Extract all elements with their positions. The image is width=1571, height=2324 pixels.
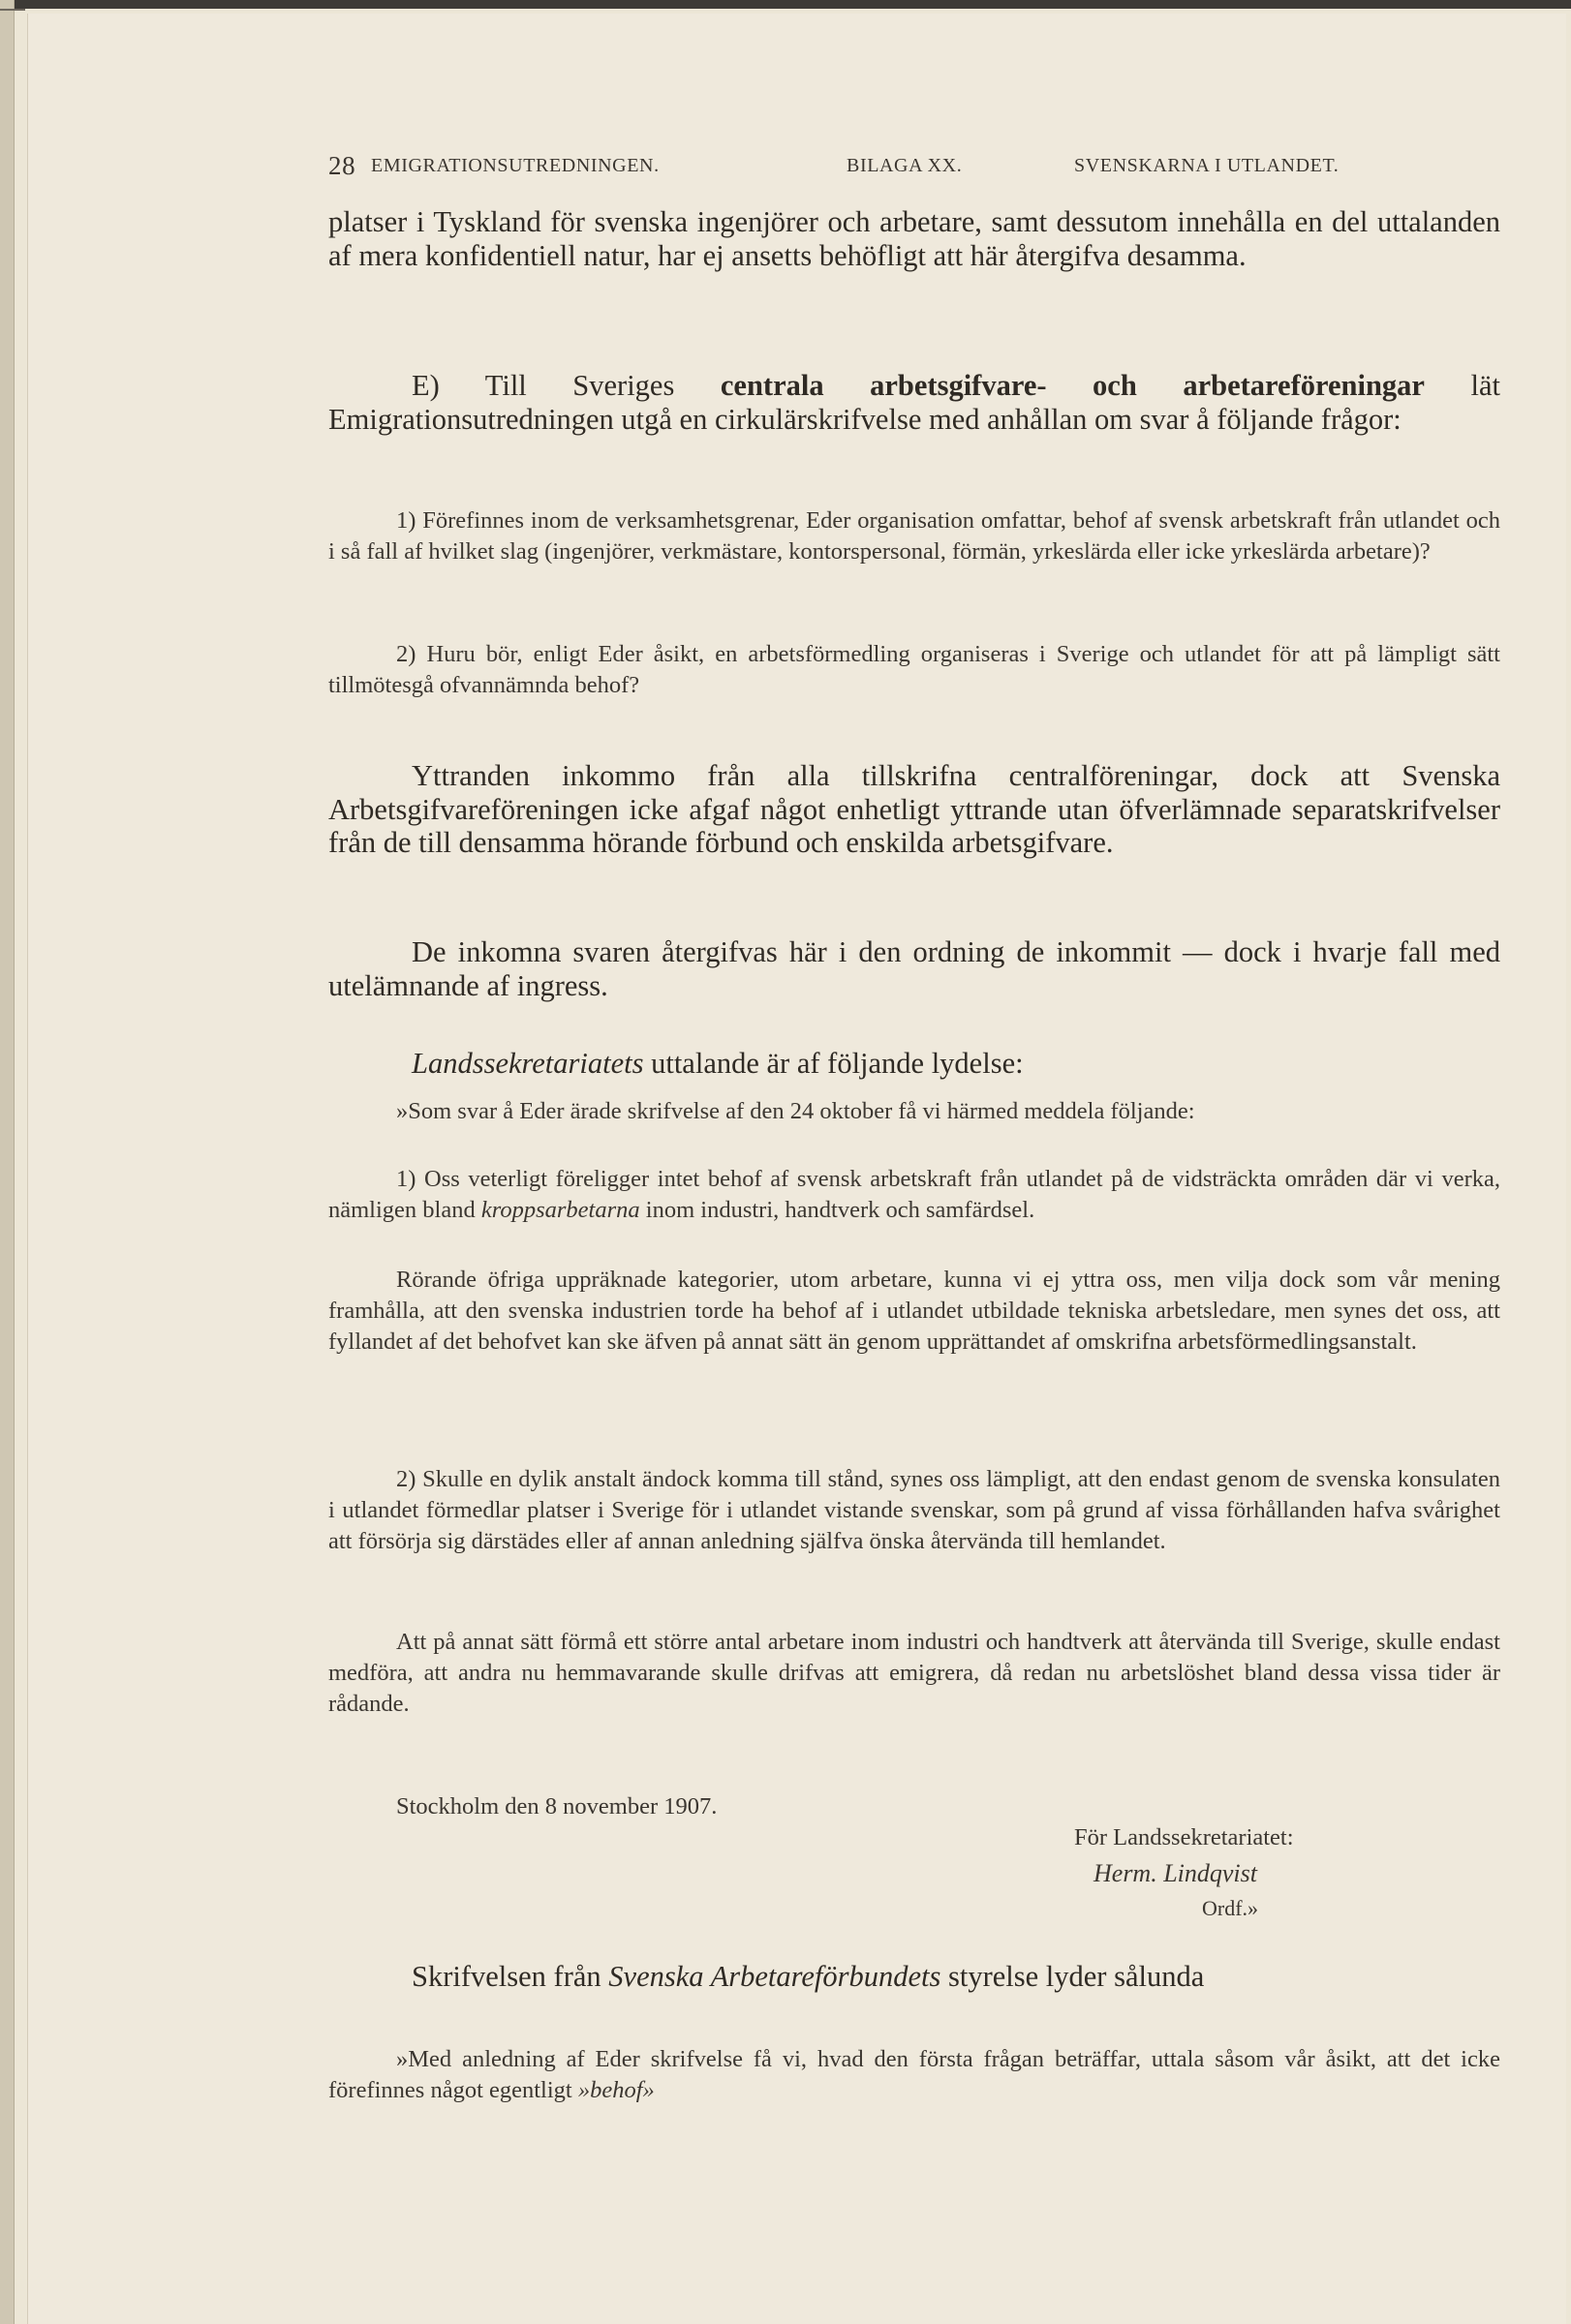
skrifvelsen-post: styrelse lyder sålunda <box>940 1960 1205 1993</box>
skrifvelsen-italic: Svenska Arbetareförbundets <box>608 1960 941 1993</box>
paragraph-skrifvelsen <box>328 1960 1500 1994</box>
paragraph-order: De inkomna svaren återgifvas här i den ordning de inkommit — dock i hvarje fall med utelämnande af ingress. <box>328 935 1500 1002</box>
skrifvelsen-pre: Skrifvelsen från <box>412 1960 609 1993</box>
question-2: 2) Huru bör, enligt Eder åsikt, en arbetsförmedling organiseras i Sverige och utlandet för att på lämpligt sätt tillmötesgå ofvannämnda behof? <box>328 641 1500 698</box>
paragraph-answers: Yttranden inkommo från alla tillskrifna centralföreningar, dock att Svenska Arbetsgifvareföreningen icke afgaf något enhetligt yttrande utan öfverlämnade separatskrifvelser från de till densamma hörande förbund och enskilda arbetsgifvare. <box>328 759 1500 859</box>
scan-left-edge <box>0 0 15 2324</box>
letter-other-categories: Rörande öfriga uppräknade kategorier, utom arbetare, kunna vi ej yttra oss, men vilja dock som vår mening framhålla, att den svenska industrien torde ha behof af i utlandet utbildade tekniska arbetsledare, men synes det oss, att fyllandet af det behofvet kan ske äfven på annat sätt än genom upprättandet af omskrifna arbetsförmedlingsanstalt. <box>328 1267 1500 1355</box>
letter-paragraph-3: Att på annat sätt förmå ett större antal arbetare inom industri och handtverk att återvända till Sverige, skulle endast medföra, att andra nu hemmavarande skulle drifvas att emigrera, då redan nu arbetslöshet bland dessa vissa tider är rådande. <box>328 1629 1500 1717</box>
landssekretariatet-post: uttalande är af följande lydelse: <box>643 1047 1024 1080</box>
letter-opening: »Som svar å Eder ärade skrifvelse af den 24 oktober få vi härmed meddela följande: <box>396 1098 1195 1124</box>
question-1: 1) Förefinnes inom de verksamhetsgrenar, Eder organisation omfattar, behof af svensk arbetskraft från utlandet och i så fall af hvilket slag (ingenjörer, verkmästare, kontorspersonal, förmän, yrkeslärda eller icke yrkeslärda arbetare)? <box>328 507 1500 565</box>
book-page <box>27 14 1566 2324</box>
header-appendix: BILAGA XX. <box>847 155 963 176</box>
letter-answer-1-italic: kroppsarbetarna <box>480 1197 640 1223</box>
letter-answer-1 <box>328 1164 1500 1226</box>
scan-top-border <box>0 0 1571 9</box>
signature-title: Ordf.» <box>1202 1896 1259 1920</box>
paragraph-e-post: lät Emigrationsutredningen utgå en cirkulärskrifvelse med anhållan om svar å följande frågor: <box>328 369 1500 436</box>
signature-for: För Landssekretariatet: <box>1074 1824 1294 1850</box>
letter-answer-1-post: inom industri, handtverk och samfärdsel. <box>639 1197 1035 1223</box>
page-number: 28 <box>328 151 356 180</box>
letter-last-pre: »Med anledning af Eder skrifvelse få vi, hvad den första frågan beträffar, uttala såsom vår åsikt, att det icke förefinnes något egentligt <box>328 2046 1500 2103</box>
paragraph-landssekretariatet <box>328 1047 1500 1081</box>
letter-answer-1-pre: 1) Oss veterligt föreligger intet behof af svensk arbetskraft från utlandet på de vidsträckta områden där vi verka, nämligen bland <box>328 1166 1500 1223</box>
letter-answer-2: 2) Skulle en dylik anstalt ändock komma till stånd, synes oss lämpligt, att den endast genom de svenska konsulaten i utlandet förmedlar platser i Sverige för i utlandet vistande svenskar, som på grund af vissa förhållanden hafva svårighet att försörja sig därstädes eller af annan anledning själfva önska återvända till hemlandet. <box>328 1466 1500 1554</box>
paragraph-e-pre: E) Till Sveriges <box>412 369 721 402</box>
header-publication: EMIGRATIONSUTREDNINGEN. <box>371 155 660 176</box>
running-header <box>328 151 1498 181</box>
landssekretariatet-italic: Landssekretariatets <box>412 1047 644 1080</box>
signature-name: Herm. Lindqvist <box>1094 1859 1257 1887</box>
paragraph-e <box>328 369 1500 436</box>
paragraph-e-bold: centrala arbetsgifvare- och arbetareföreningar <box>720 369 1425 402</box>
header-section: SVENSKARNA I UTLANDET. <box>1074 155 1340 176</box>
letter-last <box>328 2044 1500 2106</box>
scan-corner-mark <box>0 9 25 18</box>
letter-last-italic: »behof» <box>577 2077 655 2103</box>
paragraph-intro: platser i Tyskland för svenska ingenjörer och arbetare, samt dessutom innehålla en del uttalanden af mera konfidentiell natur, har ej ansetts behöfligt att här återgifva desamma. <box>328 205 1500 272</box>
letter-place-date: Stockholm den 8 november 1907. <box>396 1793 718 1819</box>
